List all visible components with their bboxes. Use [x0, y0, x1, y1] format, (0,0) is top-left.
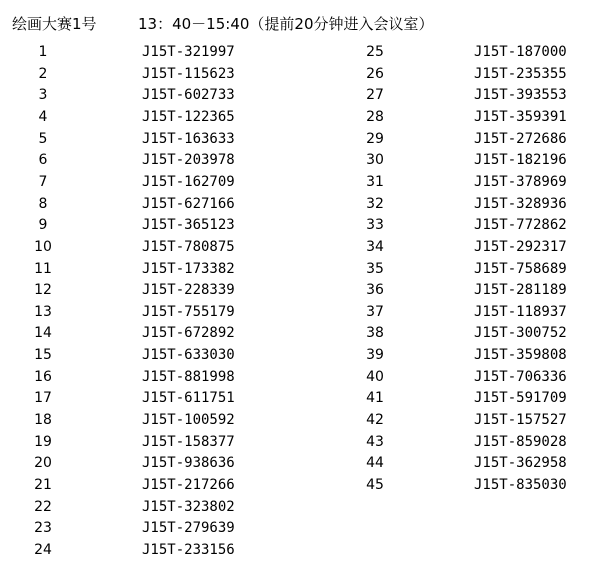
row-number: 6 — [38, 152, 48, 169]
candidate-code: J15T-938636 — [142, 455, 235, 472]
candidate-code: J15T-272686 — [474, 130, 567, 147]
row-number: 30 — [366, 152, 384, 169]
row-number: 13 — [34, 303, 52, 320]
row-number: 11 — [34, 260, 52, 277]
candidate-code: J15T-755179 — [142, 303, 235, 320]
candidate-code: J15T-359391 — [474, 108, 567, 125]
row-number: 21 — [34, 477, 52, 493]
candidate-code: J15T-758689 — [474, 260, 567, 277]
candidate-code: J15T-359808 — [474, 347, 567, 364]
candidate-code: J15T-672892 — [142, 325, 235, 342]
row-number: 23 — [34, 520, 52, 537]
row-number: 27 — [366, 87, 384, 104]
candidate-code: J15T-182196 — [474, 152, 567, 169]
candidate-code: J15T-602733 — [142, 87, 235, 104]
row-number: 8 — [38, 195, 48, 212]
row-number: 9 — [38, 217, 48, 234]
candidate-code: J15T-100592 — [142, 412, 235, 428]
candidate-code: J15T-328936 — [474, 195, 567, 212]
candidate-code: J15T-281189 — [474, 282, 567, 299]
candidate-code: J15T-706336 — [474, 368, 567, 385]
row-number: 43 — [366, 433, 384, 450]
row-number: 18 — [34, 412, 52, 428]
candidate-code: J15T-187000 — [474, 44, 567, 60]
candidate-code: J15T-362958 — [474, 455, 567, 472]
candidate-code: J15T-611751 — [142, 390, 235, 407]
row-number: 1 — [38, 44, 48, 60]
row-number: 2 — [38, 65, 48, 82]
row-number: 29 — [366, 130, 384, 147]
row-number: 33 — [366, 217, 384, 234]
candidate-code: J15T-217266 — [142, 477, 235, 493]
candidate-code: J15T-393553 — [474, 87, 567, 104]
candidate-code: J15T-772862 — [474, 217, 567, 234]
room-title: 绘画大赛1号 — [12, 15, 97, 33]
candidate-code: J15T-157527 — [474, 412, 567, 428]
candidate-code: J15T-321997 — [142, 44, 235, 60]
candidate-code: J15T-378969 — [474, 173, 567, 190]
row-number: 16 — [34, 368, 52, 385]
row-number: 39 — [366, 347, 384, 364]
candidate-code: J15T-279639 — [142, 520, 235, 537]
candidate-code: J15T-292317 — [474, 238, 567, 255]
row-number: 40 — [366, 368, 384, 385]
row-number: 32 — [366, 195, 384, 212]
candidate-code: J15T-633030 — [142, 347, 235, 364]
row-number: 41 — [366, 390, 384, 407]
row-number: 25 — [366, 44, 384, 60]
row-number: 26 — [366, 65, 384, 82]
row-number: 15 — [34, 347, 52, 364]
row-number: 22 — [34, 498, 52, 515]
row-number: 37 — [366, 303, 384, 320]
candidate-code: J15T-163633 — [142, 130, 235, 147]
candidate-code: J15T-203978 — [142, 152, 235, 169]
row-number: 4 — [38, 108, 48, 125]
row-number: 42 — [366, 412, 384, 428]
row-number: 10 — [34, 238, 52, 255]
row-number: 24 — [34, 542, 52, 558]
candidate-code: J15T-859028 — [474, 433, 567, 450]
candidate-code: J15T-162709 — [142, 173, 235, 190]
row-number: 3 — [38, 87, 48, 104]
row-number: 38 — [366, 325, 384, 342]
row-number: 34 — [366, 238, 384, 255]
candidate-code: J15T-122365 — [142, 108, 235, 125]
candidate-code: J15T-835030 — [474, 477, 567, 493]
row-number: 44 — [366, 455, 384, 472]
row-number: 28 — [366, 108, 384, 125]
candidate-code: J15T-323802 — [142, 498, 235, 515]
session-time: 13：40－15:40（提前20分钟进入会议室） — [138, 15, 434, 33]
candidate-code: J15T-173382 — [142, 260, 235, 277]
row-number: 35 — [366, 260, 384, 277]
row-number: 12 — [34, 282, 52, 299]
candidate-code: J15T-233156 — [142, 542, 235, 558]
row-number: 7 — [38, 173, 48, 190]
row-number: 20 — [34, 455, 52, 472]
candidate-code: J15T-300752 — [474, 325, 567, 342]
row-number: 36 — [366, 282, 384, 299]
row-number: 5 — [38, 130, 48, 147]
candidate-code: J15T-881998 — [142, 368, 235, 385]
row-number: 17 — [34, 390, 52, 407]
row-number: 45 — [366, 477, 384, 493]
candidate-code: J15T-228339 — [142, 282, 235, 299]
candidate-code: J15T-627166 — [142, 195, 235, 212]
candidate-code: J15T-158377 — [142, 433, 235, 450]
row-number: 31 — [366, 173, 384, 190]
candidate-code: J15T-235355 — [474, 65, 567, 82]
candidate-code: J15T-365123 — [142, 217, 235, 234]
candidate-code: J15T-591709 — [474, 390, 567, 407]
candidate-code: J15T-118937 — [474, 303, 567, 320]
candidate-code: J15T-115623 — [142, 65, 235, 82]
candidate-code: J15T-780875 — [142, 238, 235, 255]
row-number: 19 — [34, 433, 52, 450]
row-number: 14 — [34, 325, 52, 342]
